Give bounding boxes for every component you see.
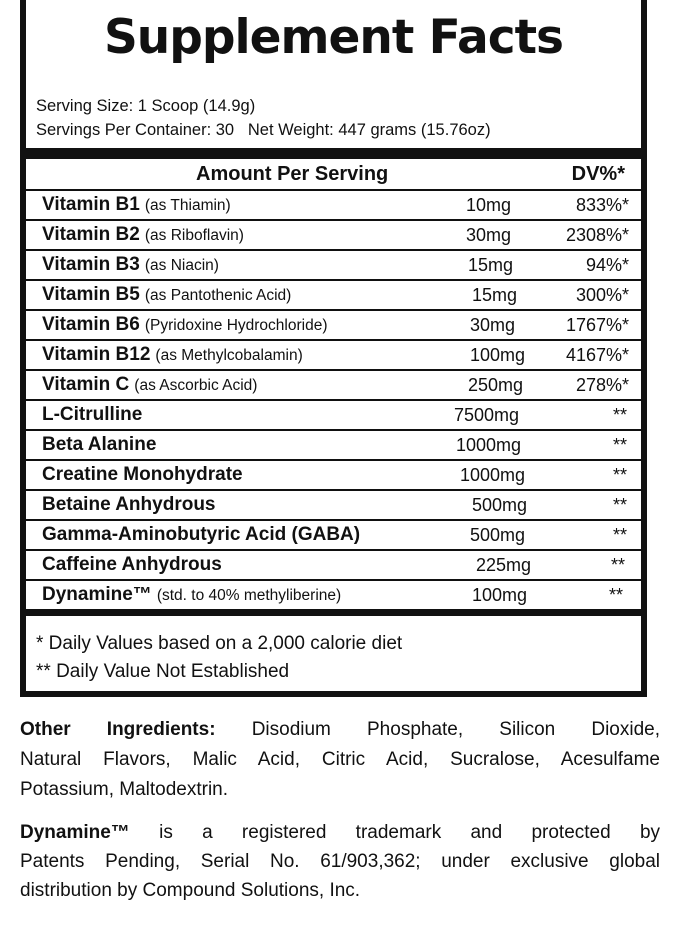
row-note: (as Riboflavin): [144, 227, 244, 244]
row-name: Vitamin B12: [42, 344, 151, 365]
row-dv: **: [612, 465, 627, 485]
row-amount: 250mg: [468, 375, 524, 395]
row-dv: 1767%*: [565, 315, 629, 335]
row-note: (Pyridoxine Hydrochloride): [144, 317, 328, 334]
row-note: (as Niacin): [144, 257, 219, 274]
footnote-not-established: ** Daily Value Not Established: [36, 661, 290, 682]
dv-header: DV%*: [571, 163, 625, 185]
row-name: Caffeine Anhydrous: [42, 554, 222, 575]
row-dv: **: [612, 405, 627, 425]
panel-title: Supplement Facts: [103, 10, 564, 65]
serving-size: Serving Size: 1 Scoop (14.9g): [36, 97, 256, 115]
row-name: Vitamin C: [42, 374, 130, 395]
table-row: [26, 549, 641, 579]
table-row: [26, 399, 641, 429]
table-row: [26, 429, 641, 459]
row-note: (as Ascorbic Acid): [134, 377, 258, 394]
table-row: [26, 189, 641, 219]
row-name: Vitamin B1: [42, 194, 140, 215]
row-note: (as Pantothenic Acid): [144, 287, 292, 304]
divider-thick: [26, 148, 641, 159]
row-dv: 94%*: [585, 255, 629, 275]
row-name: Vitamin B3: [42, 254, 140, 275]
supplement-facts-panel: [20, 0, 647, 697]
trademark-notice: [20, 818, 660, 905]
row-name: Gamma-Aminobutyric Acid (GABA): [42, 524, 361, 545]
trademark-line: distribution by Compound Solutions, Inc.: [20, 880, 361, 901]
row-dv: 4167%*: [565, 345, 629, 365]
footnotes: [36, 630, 402, 686]
trademark-line: is a registered trademark and protected by: [159, 822, 661, 843]
row-amount: 100mg: [470, 345, 526, 365]
row-note: (std. to 40% methyliberine): [156, 587, 342, 604]
row-dv: **: [610, 555, 625, 575]
row-amount: 10mg: [466, 195, 512, 215]
other-ingredients-line: Potassium, Maltodextrin.: [20, 779, 229, 800]
row-amount: 15mg: [468, 255, 514, 275]
other-ingredients-line: Disodium Phosphate, Silicon Dioxide,: [251, 719, 661, 740]
row-dv: **: [612, 435, 627, 455]
row-name: Vitamin B2: [42, 224, 140, 245]
row-amount: 15mg: [472, 285, 518, 305]
table-row: [26, 519, 641, 549]
table-header: [26, 161, 641, 188]
row-amount: 500mg: [472, 495, 528, 515]
footnote-dv: * Daily Values based on a 2,000 calorie diet: [36, 633, 403, 654]
table-row: [26, 309, 641, 339]
row-amount: 30mg: [466, 225, 512, 245]
serving-info: [36, 94, 491, 142]
other-ingredients-line: Natural Flavors, Malic Acid, Citric Acid, Sucralose, Acesulfame: [20, 749, 660, 770]
nutrient-table: [26, 189, 641, 609]
row-name: Vitamin B5: [42, 284, 140, 305]
other-ingredients-label: Other Ingredients:: [20, 719, 216, 740]
row-amount: 500mg: [470, 525, 526, 545]
row-amount: 100mg: [472, 585, 528, 605]
row-dv: 2308%*: [565, 225, 629, 245]
row-amount: 1000mg: [456, 435, 522, 455]
row-dv: 278%*: [575, 375, 629, 395]
table-row: [26, 369, 641, 399]
table-row: [26, 579, 641, 609]
table-row: [26, 279, 641, 309]
row-amount: 225mg: [476, 555, 532, 575]
row-amount: 1000mg: [460, 465, 526, 485]
divider-thick: [26, 609, 641, 616]
row-dv: **: [608, 585, 623, 605]
row-name: Vitamin B6: [42, 314, 140, 335]
row-name: Betaine Anhydrous: [42, 494, 216, 515]
other-ingredients: [20, 715, 660, 805]
row-name: Dynamine™: [42, 584, 152, 605]
row-note: (as Methylcobalamin): [155, 347, 303, 364]
table-row: [26, 339, 641, 369]
row-amount: 30mg: [470, 315, 516, 335]
row-note: (as Thiamin): [144, 197, 231, 214]
row-dv: 833%*: [575, 195, 629, 215]
servings-per-container: Servings Per Container: 30 Net Weight: 447 grams (15.76oz): [36, 121, 491, 139]
amount-header: Amount Per Serving: [196, 163, 389, 185]
table-row: [26, 249, 641, 279]
row-name: L-Citrulline: [42, 404, 143, 425]
table-row: [26, 489, 641, 519]
trademark-line: Patents Pending, Serial No. 61/903,362; under exclusive global: [20, 851, 660, 872]
table-row: [26, 219, 641, 249]
table-row: [26, 459, 641, 489]
trademark-label: Dynamine™: [20, 822, 130, 843]
row-amount: 7500mg: [454, 405, 520, 425]
row-dv: **: [612, 525, 627, 545]
row-name: Creatine Monohydrate: [42, 464, 243, 485]
row-dv: **: [612, 495, 627, 515]
row-dv: 300%*: [575, 285, 629, 305]
row-name: Beta Alanine: [42, 434, 157, 455]
